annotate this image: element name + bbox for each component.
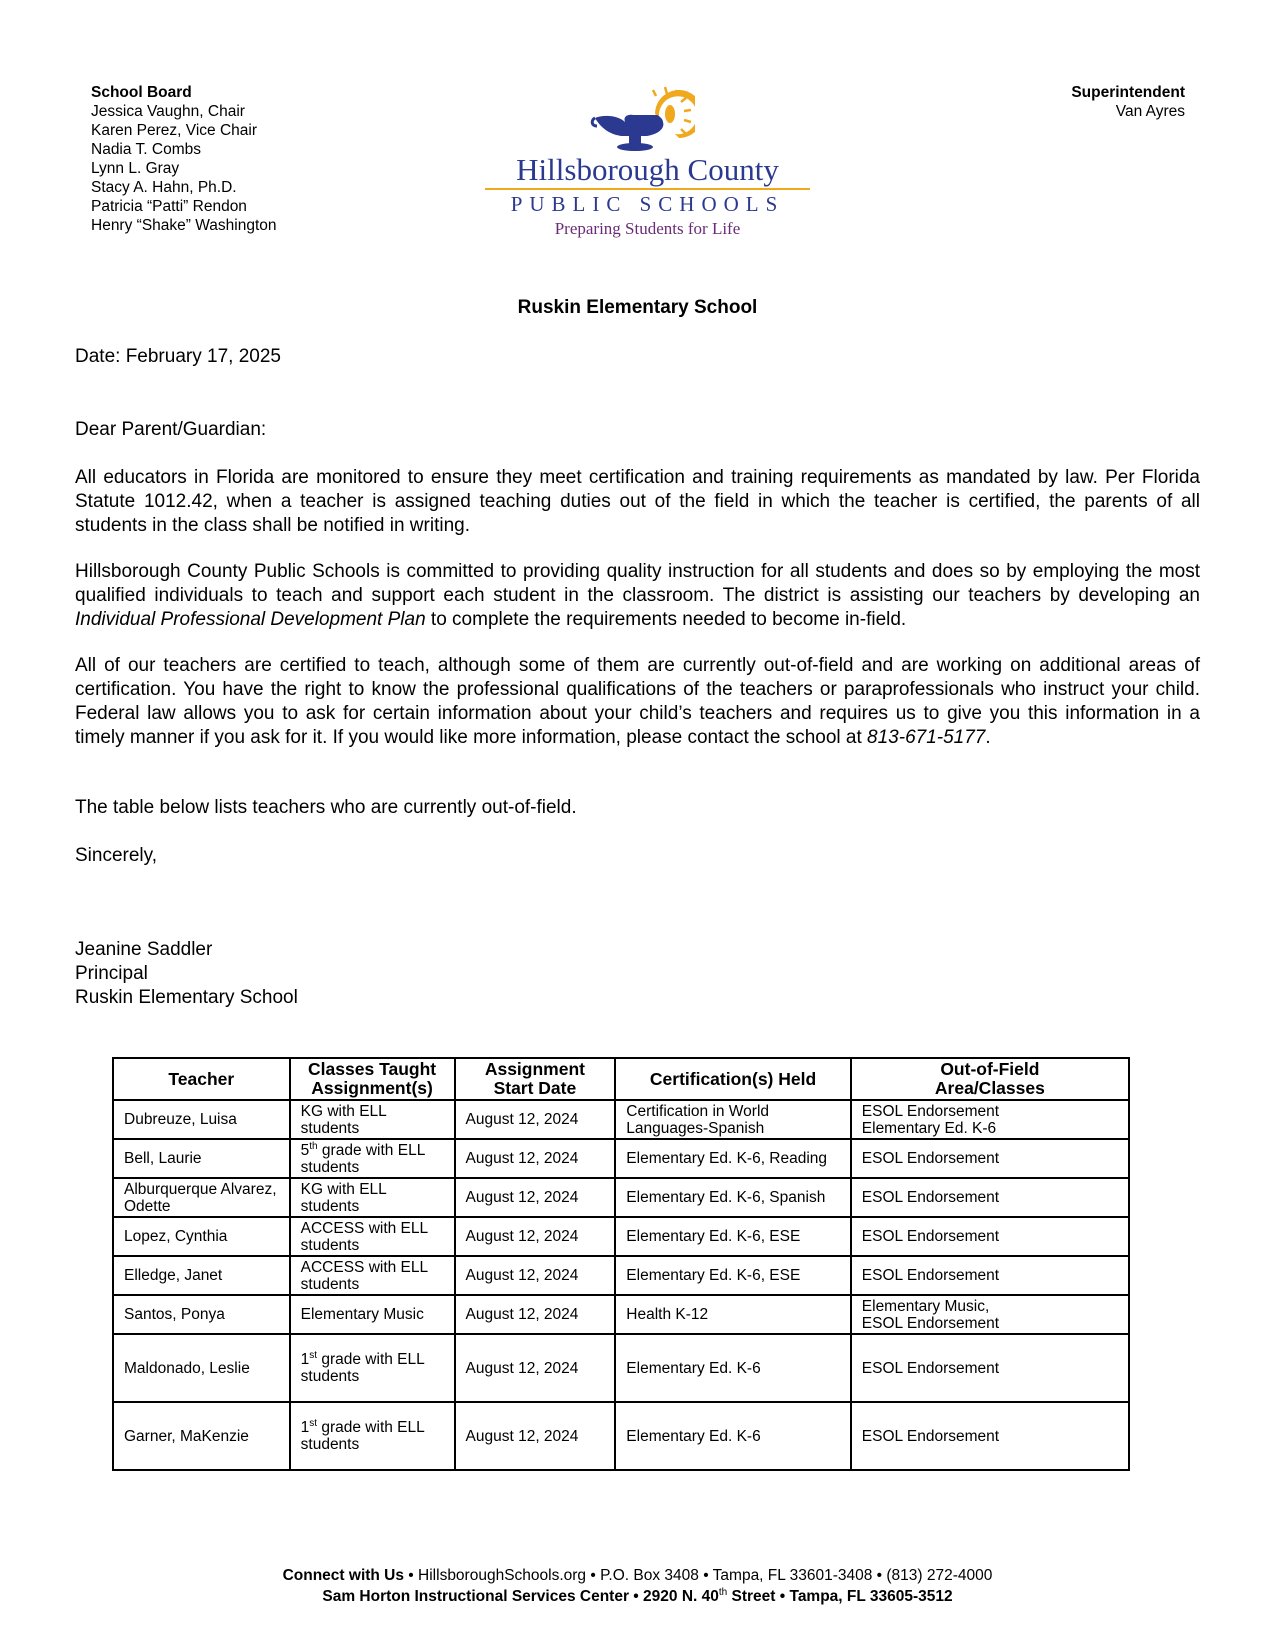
- school-board-list: [91, 83, 277, 235]
- cell-out-of-field: ESOL Endorsement: [851, 1139, 1129, 1178]
- principal-name: Jeanine Saddler: [75, 939, 213, 960]
- paragraph-rights: [75, 654, 1200, 750]
- table-row: [113, 1334, 1129, 1402]
- board-member: Henry “Shake” Washington: [91, 217, 277, 234]
- paragraph-text-part: All of our teachers are certified to teach, although some of them are currently out-of-field and are working on additional areas of certification. You have the right to know the professional qualifications of the teachers or paraprofessionals who instruct your child. Federal law allows you to ask for certain information about your child’s teachers and requires us to give you this information in a timely manner if you ask for it. If you would like more information, please contact the school at: [75, 655, 1200, 748]
- school-phone-number: 813-671-5177: [867, 727, 986, 748]
- paragraph-text-part: .: [985, 727, 991, 748]
- cell-certification: Health K-12: [615, 1295, 850, 1334]
- header-certification: Certification(s) Held: [615, 1058, 850, 1100]
- district-subtitle: PUBLIC SCHOOLS: [510, 192, 785, 216]
- table-row: [113, 1402, 1129, 1470]
- paragraph-text: The table below lists teachers who are currently out-of-field.: [75, 797, 577, 818]
- header-out-of-field: Out-of-Field Area/Classes: [851, 1058, 1129, 1100]
- cell-start-date: August 12, 2024: [455, 1295, 616, 1334]
- principal-title: Principal: [75, 963, 148, 984]
- cell-out-of-field: ESOL Endorsement: [851, 1217, 1129, 1256]
- cell-classes: KG with ELL students: [290, 1178, 455, 1217]
- paragraph-text-part: Hillsborough County Public Schools is committed to providing quality instruction for all students and does so by employing the most qualified individuals to teach and support each student in the classroom. The district is assisting our teachers by developing an: [75, 561, 1200, 606]
- cell-out-of-field: ESOL Endorsement: [851, 1334, 1129, 1402]
- cell-out-of-field: Elementary Music, ESOL Endorsement: [851, 1295, 1129, 1334]
- cell-classes: KG with ELL students: [290, 1100, 455, 1139]
- paragraph-text: All educators in Florida are monitored to ensure they meet certification and training requirements as mandated by law. Per Florida Statute 1012.42, when a teacher is assigned teaching duties out of the field in which the teacher is certified, the parents of all students in the class shall be notified in writing.: [75, 467, 1200, 536]
- board-member: Jessica Vaughn, Chair: [91, 103, 245, 120]
- cell-classes: Elementary Music: [290, 1295, 455, 1334]
- district-logo: [475, 84, 820, 244]
- table-row: [113, 1100, 1129, 1139]
- cell-teacher: Garner, MaKenzie: [113, 1402, 290, 1470]
- logo-divider: [485, 188, 810, 190]
- out-of-field-table: [112, 1057, 1130, 1471]
- cell-teacher: Santos, Ponya: [113, 1295, 290, 1334]
- paragraph-table-intro: [75, 796, 1200, 820]
- cell-certification: Elementary Ed. K-6: [615, 1334, 850, 1402]
- paragraph-text-part: to complete the requirements needed to become in-field.: [425, 609, 907, 630]
- header-start-date: Assignment Start Date: [455, 1058, 616, 1100]
- cell-start-date: August 12, 2024: [455, 1100, 616, 1139]
- cell-teacher: Alburquerque Alvarez, Odette: [113, 1178, 290, 1217]
- header-classes: Classes Taught Assignment(s): [290, 1058, 455, 1100]
- cell-classes: 1st grade with ELL students: [290, 1334, 455, 1402]
- cell-classes: ACCESS with ELL students: [290, 1217, 455, 1256]
- cell-teacher: Elledge, Janet: [113, 1256, 290, 1295]
- district-name: Hillsborough County: [516, 152, 779, 187]
- cell-classes: 1st grade with ELL students: [290, 1402, 455, 1470]
- table-row: [113, 1256, 1129, 1295]
- cell-certification: Elementary Ed. K-6, ESE: [615, 1217, 850, 1256]
- cell-start-date: August 12, 2024: [455, 1256, 616, 1295]
- superintendent-name: Van Ayres: [1115, 103, 1185, 120]
- cell-teacher: Lopez, Cynthia: [113, 1217, 290, 1256]
- principal-school: Ruskin Elementary School: [75, 987, 298, 1008]
- cell-teacher: Bell, Laurie: [113, 1139, 290, 1178]
- paragraph-commitment: [75, 560, 1200, 632]
- paragraph-statute: [75, 466, 1200, 538]
- letterhead-footer: [0, 1565, 1275, 1607]
- cell-teacher: Dubreuze, Luisa: [113, 1100, 290, 1139]
- cell-out-of-field: ESOL Endorsement: [851, 1402, 1129, 1470]
- salutation: Dear Parent/Guardian:: [75, 419, 267, 440]
- board-member: Lynn L. Gray: [91, 160, 180, 177]
- header-teacher: Teacher: [113, 1058, 290, 1100]
- superintendent-heading: Superintendent: [1071, 84, 1185, 101]
- cell-classes: 5th grade with ELL students: [290, 1139, 455, 1178]
- footer-contact-line: Connect with Us • HillsboroughSchools.org • P.O. Box 3408 • Tampa, FL 33601-3408 • (813) 272-4000: [282, 1567, 993, 1584]
- cell-start-date: August 12, 2024: [455, 1139, 616, 1178]
- cell-teacher: Maldonado, Leslie: [113, 1334, 290, 1402]
- cell-start-date: August 12, 2024: [455, 1178, 616, 1217]
- school-board-heading: School Board: [91, 84, 192, 101]
- cell-certification: Certification in World Languages-Spanish: [615, 1100, 850, 1139]
- paragraph-text: [75, 560, 1200, 632]
- table-row: [113, 1139, 1129, 1178]
- cell-certification: Elementary Ed. K-6, Reading: [615, 1139, 850, 1178]
- cell-start-date: August 12, 2024: [455, 1334, 616, 1402]
- district-tagline: Preparing Students for Life: [554, 219, 741, 238]
- cell-certification: Elementary Ed. K-6, ESE: [615, 1256, 850, 1295]
- board-member: Patricia “Patti” Rendon: [91, 198, 247, 215]
- letter-date: Date: February 17, 2025: [75, 346, 281, 367]
- paragraph-text: [75, 654, 1200, 750]
- cell-classes: ACCESS with ELL students: [290, 1256, 455, 1295]
- table-row: [113, 1178, 1129, 1217]
- cell-out-of-field: ESOL Endorsement: [851, 1178, 1129, 1217]
- school-name-heading: Ruskin Elementary School: [517, 297, 758, 318]
- cell-certification: Elementary Ed. K-6, Spanish: [615, 1178, 850, 1217]
- closing: Sincerely,: [75, 845, 158, 866]
- table-row: [113, 1295, 1129, 1334]
- plan-name-italic: Individual Professional Development Plan: [75, 609, 426, 630]
- table-header-row: [113, 1058, 1129, 1100]
- board-member: Karen Perez, Vice Chair: [91, 122, 257, 139]
- cell-out-of-field: ESOL Endorsement Elementary Ed. K-6: [851, 1100, 1129, 1139]
- cell-certification: Elementary Ed. K-6: [615, 1402, 850, 1470]
- cell-start-date: August 12, 2024: [455, 1402, 616, 1470]
- footer-address-line: Sam Horton Instructional Services Center • 2920 N. 40th Street • Tampa, FL 33605-3512: [322, 1586, 953, 1605]
- cell-start-date: August 12, 2024: [455, 1217, 616, 1256]
- table-row: [113, 1217, 1129, 1256]
- board-member: Stacy A. Hahn, Ph.D.: [91, 179, 237, 196]
- signature-block: [75, 938, 1200, 1010]
- superintendent-block: [1071, 83, 1185, 121]
- board-member: Nadia T. Combs: [91, 141, 201, 158]
- cell-out-of-field: ESOL Endorsement: [851, 1256, 1129, 1295]
- lamp-of-learning-icon: [585, 84, 695, 154]
